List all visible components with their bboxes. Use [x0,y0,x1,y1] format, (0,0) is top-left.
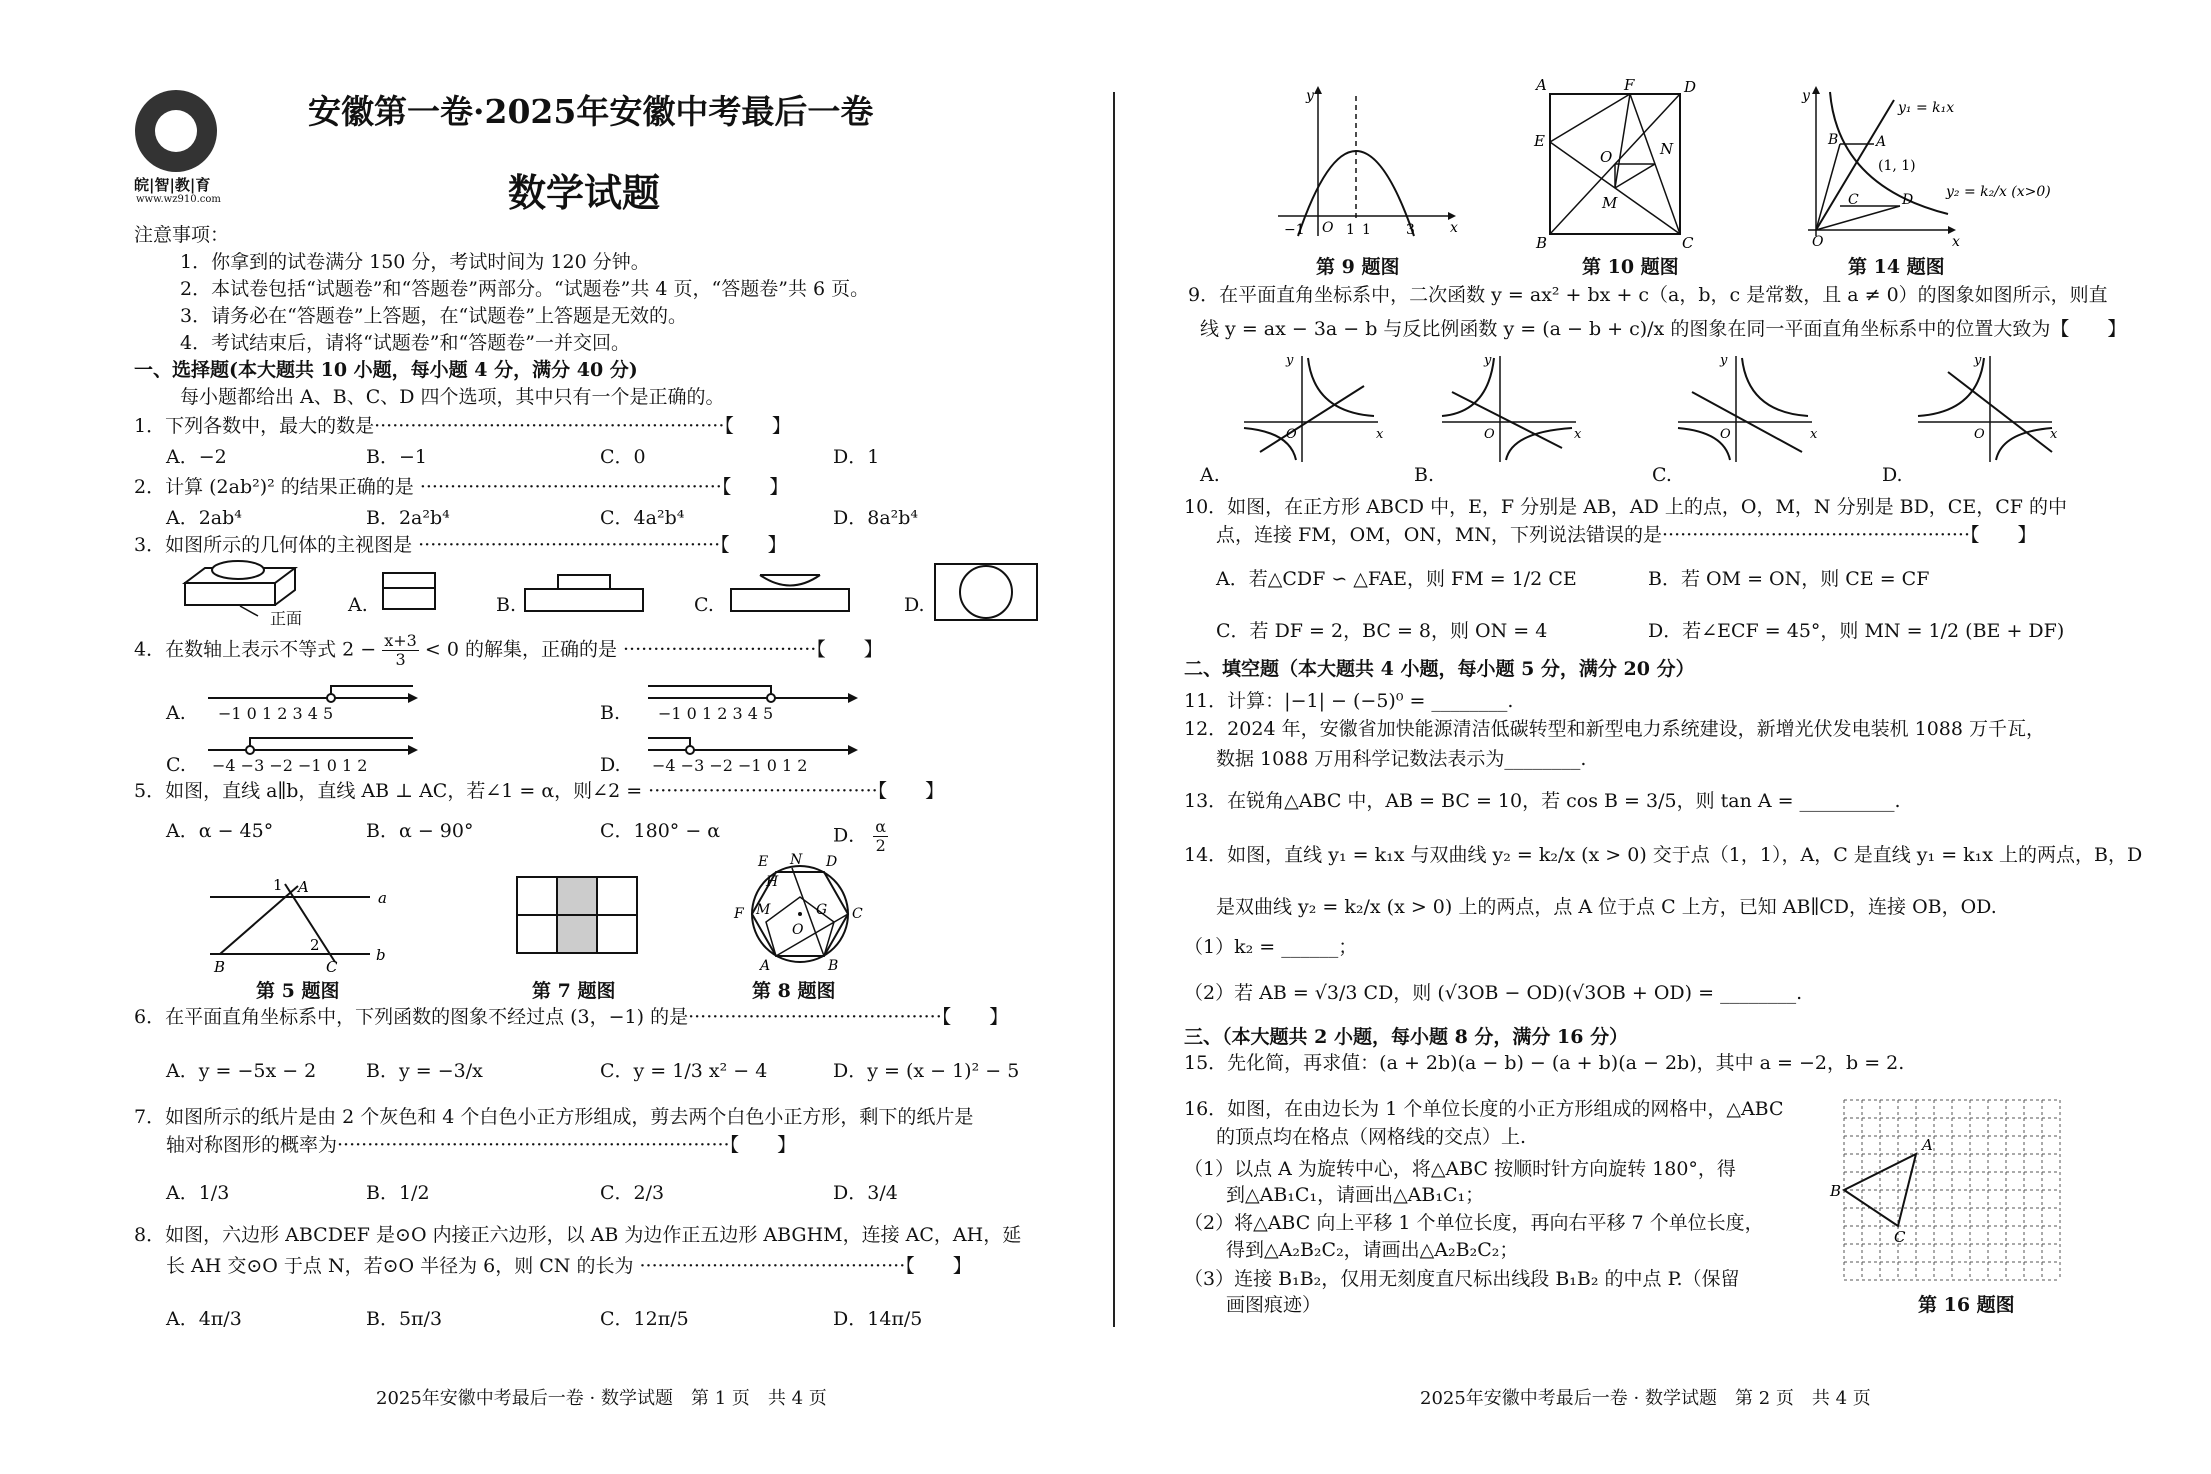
fig5-label-a-line: a [378,889,387,907]
svg-text:x: x [2050,427,2058,442]
fig5-label-b-line: b [376,946,386,964]
q3-option-c-figure [730,574,850,614]
q10-line2: 点，连接 FM，OM，ON，MN，下列说法错误的是···················································【 】 [1216,524,2037,546]
fig14-label-x: x [1952,234,1960,250]
fig5-label-a-point: A [298,878,309,896]
q7-option-b: B．1/2 [366,1182,430,1204]
footer-page-2: 2025年安徽中考最后一卷 · 数学试题 第 2 页 共 4 页 [1420,1388,1871,1409]
fig14-label-point: (1, 1) [1878,158,1916,174]
q2-option-a: A．2ab⁴ [166,507,242,529]
q14-sub1: （1）k₂ = ______； [1184,936,1358,958]
svg-text:O: O [1974,427,1985,442]
fig9-label-o: O [1322,220,1334,236]
q3-option-a-figure [382,572,438,612]
fig9-label-neg1: −1 [1284,222,1305,238]
q12-line2: 数据 1088 万用科学记数法表示为________. [1216,748,1587,770]
q8-option-b: B．5π/3 [366,1308,443,1330]
q9-option-d-graph [1918,352,2058,462]
q2-stem: 2．计算 (2ab²)² 的结果正确的是 ··················································【 】 [134,476,789,498]
figure-5 [210,872,400,976]
q5-optd-num: α [875,817,887,836]
q7-line2: 轴对称图形的概率为·································································【 】 [166,1134,797,1156]
fig10-label-m: M [1602,194,1618,212]
fig9-caption: 第 9 题图 [1316,256,1400,278]
svg-text:O: O [1484,427,1495,442]
fig5-caption: 第 5 题图 [256,980,340,1002]
fig9-label-1a: 1 [1346,222,1355,238]
fig14-label-a: A [1876,134,1887,150]
q3-option-d-figure [934,563,1040,623]
svg-text:x: x [1574,427,1582,442]
q9-option-b-graph [1442,352,1582,462]
fig14-label-y2: y₂ = k₂/x (x>0) [1946,184,2051,200]
fig9-label-3: 3 [1406,222,1415,238]
q5-option-b: B．α − 90° [366,820,474,842]
figure-10 [1530,76,1697,252]
fig9-label-1b: 1 [1362,222,1371,238]
q1-option-d: D．1 [833,446,880,468]
svg-text:y: y [1720,353,1728,368]
q3-stem: 3．如图所示的几何体的主视图是 ··················································【 】 [134,534,787,556]
fig5-label-b-point: B [214,958,226,976]
q16-sub1a: （1）以点 A 为旋转中心，将△ABC 按顺时针方向旋转 180°，得 [1184,1158,1736,1180]
q9-option-a-graph [1244,352,1384,462]
q16-sub3a: （3）连接 B₁B₂，仅用无刻度直尺标出线段 B₁B₂ 的中点 P.（保留 [1184,1268,1740,1290]
fig8-label-n: N [790,852,803,868]
q9-option-c: C. [1652,464,1672,486]
q8-option-d: D．14π/5 [833,1308,923,1330]
q4-option-b: B. [600,702,621,724]
fig14-label-d: D [1902,192,1914,208]
q4-stem-a: 4．在数轴上表示不等式 2 − [134,638,377,661]
q5-optd-den: 2 [875,836,886,855]
fig14-label-c: C [1848,192,1859,208]
q12-line1: 12．2024 年，安徽省加快能源清洁低碳转型和新型电力系统建设，新增光伏发电装机 1088 万千瓦， [1184,718,2046,740]
q9-line1: 9．在平面直角坐标系中，二次函数 y = ax² + bx + c（a，b，c 是常数，且 a ≠ 0）的图象如图所示，则直 [1188,284,2108,306]
q1-stem: 1．下列各数中，最大的数是··························································【 】 [134,415,791,437]
q7-option-a: A．1/3 [166,1182,230,1204]
fig10-label-c: C [1682,234,1694,252]
svg-text:O: O [1720,427,1731,442]
figure-7 [516,876,640,956]
q4-option-d: D. [600,754,621,776]
q1-option-a: A．−2 [166,446,227,468]
q14-line1: 14．如图，直线 y₁ = k₁x 与双曲线 y₂ = k₂/x (x > 0) 交于点（1，1），A，C 是直线 y₁ = k₁x 上的两点，B，D [1184,844,2143,866]
figure-9 [1278,86,1458,236]
fig9-label-y: y [1306,88,1314,104]
q4-option-c: C. [166,754,186,776]
q5-option-d-fraction [873,818,888,855]
q2-option-b: B．2a²b⁴ [366,507,450,529]
q14-line2: 是双曲线 y₂ = k₂/x (x > 0) 上的两点，点 A 位于点 C 上方，已知 AB∥CD，连接 OB，OD. [1216,896,1997,918]
q8-option-c: C．12π/5 [600,1308,689,1330]
fig8-label-b: B [828,958,839,974]
q8-line1: 8．如图，六边形 ABCDEF 是⊙O 内接正六边形，以 AB 为边作正五边形 ABGHM，连接 AC，AH，延 [134,1224,1022,1246]
q10-option-c: C．若 DF = 2，BC = 8，则 ON = 4 [1216,620,1548,642]
publisher-logo [135,90,217,172]
footer-page-1: 2025年安徽中考最后一卷 · 数学试题 第 1 页 共 4 页 [376,1388,827,1409]
q9-option-c-graph [1678,352,1818,462]
notice-heading: 注意事项： [134,224,230,246]
series-title: 安徽第一卷·2025年安徽中考最后一卷 [308,92,874,131]
q13-text: 13．在锐角△ABC 中，AB = BC = 10，若 cos B = 3/5，则 tan A = __________. [1184,790,1901,812]
q5-option-d-label: D． [833,824,868,847]
logo-caption: 皖|智|教|育 [134,176,211,194]
q7-option-c: C．2/3 [600,1182,665,1204]
q4-stem [134,632,883,669]
fig8-label-a: A [760,958,771,974]
page-divider [1113,92,1115,1327]
section1-title: 一、选择题(本大题共 10 小题，每小题 4 分，满分 40 分) [134,359,638,381]
section3-title: 三、（本大题共 2 小题，每小题 8 分，满分 16 分） [1184,1026,1629,1048]
fig8-label-o: O [792,922,804,938]
q16-line2: 的顶点均在格点（网格线的交点）上. [1216,1126,1527,1148]
logo-url: www.wz910.com [136,194,221,205]
q10-line1: 10．如图，在正方形 ABCD 中，E，F 分别是 AB，AD 上的点，O，M，N 分别是 BD，CE，CF 的中 [1184,496,2067,518]
fig16-label-a: A [1922,1136,1933,1154]
fig5-label-1: 1 [273,876,283,894]
q4-option-a: A. [166,702,186,724]
q2-option-d: D．8a²b⁴ [833,507,919,529]
q3-option-c: C. [694,594,714,616]
q16-sub2a: （2）将△ABC 向上平移 1 个单位长度，再向右平移 7 个单位长度， [1184,1212,1764,1234]
q9-option-b: B. [1414,464,1435,486]
q14-sub2: （2）若 AB = √3/3 CD，则 (√3OB − OD)(√3OB + OD) = ________. [1184,982,1803,1004]
fig8-label-m: M [756,902,771,918]
fig10-label-a: A [1536,76,1547,94]
q9-option-a: A. [1200,464,1220,486]
q6-option-a: A．y = −5x − 2 [166,1060,317,1082]
section1-note: 每小题都给出 A、B、C、D 四个选项，其中只有一个是正确的。 [180,386,725,408]
q16-line1: 16．如图，在由边长为 1 个单位长度的小正方形组成的网格中，△ABC [1184,1098,1784,1120]
q5-option-d [833,818,888,855]
q16-sub2b: 得到△A₂B₂C₂，请画出△A₂B₂C₂； [1226,1239,1519,1261]
q4-fraction [382,632,419,669]
fig10-label-n: N [1660,140,1674,158]
q8-option-a: A．4π/3 [166,1308,242,1330]
fig14-label-o: O [1812,234,1824,250]
q5-option-a: A．α − 45° [166,820,274,842]
fig10-label-b: B [1536,234,1548,252]
q6-option-b: B．y = −3/x [366,1060,483,1082]
fig10-label-o: O [1600,148,1613,166]
svg-text:y: y [1974,353,1982,368]
fig5-label-2: 2 [310,936,320,954]
fig8-label-e: E [758,854,769,870]
fig5-label-c-point: C [326,958,338,976]
q4-axis-d-ticks: −4 −3 −2 −1 0 1 2 [652,756,808,775]
q5-option-c: C．180° − α [600,820,721,842]
svg-text:y: y [1286,353,1294,368]
q3-option-a: A. [348,594,368,616]
q1-option-c: C．0 [600,446,646,468]
fig10-label-e: E [1534,132,1545,150]
fig14-label-b: B [1828,132,1839,148]
q6-option-c: C．y = 1/3 x² − 4 [600,1060,768,1082]
q3-front-label: 正面 [270,609,303,628]
q2-option-c: C．4a²b⁴ [600,507,685,529]
q7-line1: 7．如图所示的纸片是由 2 个灰色和 4 个白色小正方形组成，剪去两个白色小正方形，剩下的纸片是 [134,1106,974,1128]
q6-option-d: D．y = (x − 1)² − 5 [833,1060,1020,1082]
fig14-label-y1: y₁ = k₁x [1898,100,1955,116]
q4-axis-b-ticks: −1 0 1 2 3 4 5 [658,704,774,723]
fig16-caption: 第 16 题图 [1918,1294,2015,1316]
q4-axis-c-ticks: −4 −3 −2 −1 0 1 2 [212,756,368,775]
q3-option-b: B. [496,594,517,616]
fig8-caption: 第 8 题图 [752,980,836,1002]
figure-8 [730,852,870,972]
q4-frac-den: 3 [395,650,406,669]
q9-line2: 线 y = ax − 3a − b 与反比例函数 y = (a − b + c)/x 的图象在同一平面直角坐标系中的位置大致为【 】 [1200,318,2127,340]
q15-text: 15．先化简，再求值：(a + 2b)(a − b) − (a + b)(a − 2b)，其中 a = −2，b = 2. [1184,1052,1905,1074]
fig8-label-h: H [766,874,779,890]
notice-4: 4．考试结束后，请将“试题卷”和“答题卷”一并交回。 [180,332,630,354]
fig10-label-d: D [1684,78,1697,96]
q5-stem: 5．如图，直线 a∥b，直线 AB ⊥ AC，若∠1 = α，则∠2 = ······································【 】 [134,780,945,802]
q10-option-d: D．若∠ECF = 45°，则 MN = 1/2 (BE + DF) [1648,620,2065,642]
q3-option-b-figure [524,574,644,614]
svg-text:O: O [1286,427,1297,442]
fig8-label-d: D [826,854,838,870]
fig8-label-f: F [734,906,744,922]
fig8-label-g: G [816,902,828,918]
q11-text: 11．计算：|−1| − (−5)⁰ = ________. [1184,690,1514,712]
fig7-caption: 第 7 题图 [532,980,616,1002]
fig10-caption: 第 10 题图 [1582,256,1679,278]
figure-16-grid [1830,1100,2070,1282]
fig16-label-b: B [1830,1182,1842,1200]
q16-sub3b: 画图痕迹） [1226,1294,1322,1316]
q10-option-b: B．若 OM = ON，则 CE = CF [1648,568,1930,590]
q6-stem: 6．在平面直角坐标系中，下列函数的图象不经过点 (3，−1) 的是··········································【 】 [134,1006,1009,1028]
notice-3: 3．请务必在“答题卷”上答题，在“试题卷”上答题是无效的。 [180,305,687,327]
fig8-label-c: C [852,906,863,922]
figure-14 [1798,86,2058,250]
q4-axis-a-ticks: −1 0 1 2 3 4 5 [218,704,334,723]
page-2 [1118,0,2211,1474]
fig9-label-x: x [1450,220,1458,236]
svg-text:y: y [1484,353,1492,368]
fig14-caption: 第 14 题图 [1848,256,1945,278]
q7-option-d: D．3/4 [833,1182,898,1204]
notice-1: 1．你拿到的试卷满分 150 分，考试时间为 120 分钟。 [180,251,650,273]
q10-option-a: A．若△CDF ∽ △FAE，则 FM = 1/2 CE [1216,568,1577,590]
q8-line2: 长 AH 交⊙O 于点 N，若⊙O 半径为 6，则 CN 的长为 ············································【 】 [166,1255,972,1277]
q9-option-d: D. [1882,464,1903,486]
q16-sub1b: 到△AB₁C₁，请画出△AB₁C₁； [1226,1184,1485,1206]
subject-title: 数学试题 [508,170,661,215]
fig10-label-f: F [1624,76,1635,94]
q4-stem-b: < 0 的解集，正确的是 ································【 】 [424,638,883,661]
section2-title: 二、填空题（本大题共 4 小题，每小题 5 分，满分 20 分） [1184,658,1695,680]
fig16-label-c: C [1894,1228,1906,1246]
q3-option-d: D. [904,594,925,616]
svg-text:x: x [1810,427,1818,442]
fig14-label-y: y [1802,88,1810,104]
q1-option-b: B．−1 [366,446,427,468]
q4-frac-num: x+3 [384,631,417,650]
svg-text:x: x [1376,427,1384,442]
notice-2: 2．本试卷包括“试题卷”和“答题卷”两部分。“试题卷”共 4 页，“答题卷”共 6 页。 [180,278,870,300]
